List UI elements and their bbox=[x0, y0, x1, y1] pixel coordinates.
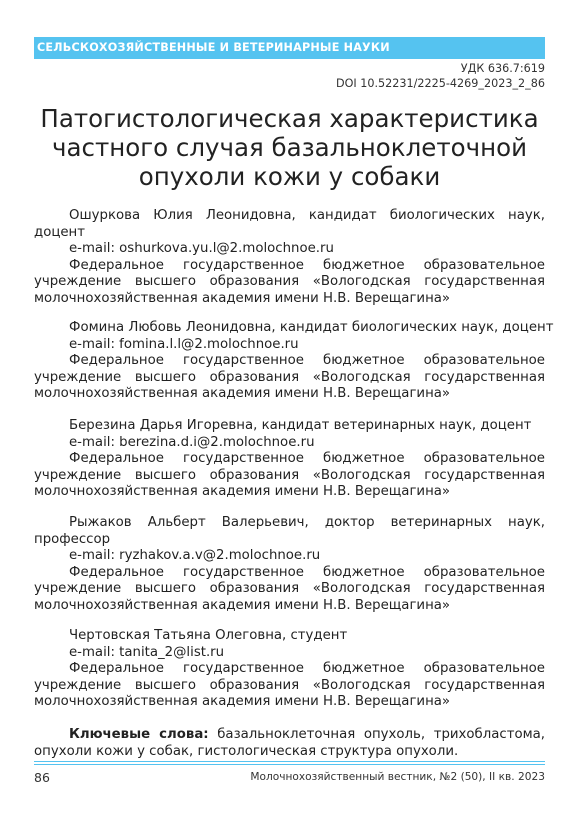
keywords-line bbox=[34, 727, 545, 744]
title-line: Патогистологическая характеристика bbox=[40, 104, 539, 133]
affiliation-line: учреждение высшего образования «Вологодская государственная bbox=[34, 677, 545, 693]
article-title bbox=[34, 104, 545, 191]
keywords-block bbox=[34, 727, 545, 760]
keywords-label: Ключевые слова: bbox=[69, 727, 209, 742]
affiliation-line: Федеральное государственное бюджетное образовательное bbox=[69, 564, 545, 580]
affiliation-line: учреждение высшего образования «Вологодская государственная bbox=[34, 274, 545, 290]
author-block-4 bbox=[34, 515, 545, 615]
affiliation-line: Федеральное государственное бюджетное образовательное bbox=[69, 661, 545, 677]
title-line: опухоли кожи у собаки bbox=[138, 162, 441, 191]
section-title: СЕЛЬСКОХОЗЯЙСТВЕННЫЕ И ВЕТЕРИНАРНЫЕ НАУКИ bbox=[37, 41, 390, 54]
author-name: Чертовская Татьяна Олеговна, студент bbox=[69, 628, 348, 643]
affiliation-line: Федеральное государственное бюджетное образовательное bbox=[69, 353, 545, 369]
affiliation-line: учреждение высшего образования «Вологодская государственная bbox=[34, 581, 545, 597]
footer-divider bbox=[34, 761, 545, 762]
author-block-2 bbox=[34, 320, 554, 403]
author-email[interactable]: e-mail: ryzhakov.a.v@2.molochnoe.ru bbox=[69, 548, 321, 564]
author-email[interactable]: e-mail: fomina.l.l@2.molochnoe.ru bbox=[69, 336, 299, 352]
author-name: Ошуркова Юлия Леонидовна, кандидат биологических наук, bbox=[69, 208, 545, 223]
author-degree-continued: профессор bbox=[34, 531, 111, 547]
affiliation-line: учреждение высшего образования «Вологодская государственная bbox=[34, 369, 545, 385]
section-header-bar bbox=[34, 37, 545, 59]
keywords-line: опухоли кожи у собак, гистологическая структура опухоли. bbox=[34, 743, 459, 759]
author-block-1 bbox=[34, 208, 545, 308]
author-block-5 bbox=[34, 628, 545, 711]
affiliation-line: молочнохозяйственная академия имени Н.В. Верещагина» bbox=[34, 484, 451, 500]
author-block-3 bbox=[34, 418, 545, 501]
affiliation-line: молочнохозяйственная академия имени Н.В. Верещагина» bbox=[34, 386, 451, 402]
author-name: Березина Дарья Игоревна, кандидат ветеринарных наук, доцент bbox=[69, 418, 532, 433]
affiliation-line: учреждение высшего образования «Вологодская государственная bbox=[34, 467, 545, 483]
journal-citation: Молочнохозяйственный вестник, №2 (50), II кв. 2023 bbox=[250, 771, 545, 783]
author-name: Фомина Любовь Леонидовна, кандидат биологических наук, доцент bbox=[69, 320, 554, 335]
footer-divider bbox=[34, 764, 545, 765]
author-degree-continued: доцент bbox=[34, 224, 85, 240]
udk-code: УДК 636.7:619 bbox=[460, 62, 545, 75]
affiliation-line: Федеральное государственное бюджетное образовательное bbox=[69, 257, 545, 273]
keywords-text: базальноклеточная опухоль, трихобластома, bbox=[217, 727, 545, 742]
affiliation-line: молочнохозяйственная академия имени Н.В. Верещагина» bbox=[34, 290, 451, 306]
page-number: 86 bbox=[34, 770, 50, 785]
affiliation-line: Федеральное государственное бюджетное образовательное bbox=[69, 451, 545, 467]
doi-code: DOI 10.52231/2225-4269_2023_2_86 bbox=[335, 77, 545, 90]
author-name: Рыжаков Альберт Валерьевич, доктор ветеринарных наук, bbox=[69, 515, 545, 530]
author-email[interactable]: e-mail: tanita_2@list.ru bbox=[69, 644, 225, 660]
title-line: частного случая базальноклеточной bbox=[52, 133, 527, 162]
author-email[interactable]: e-mail: oshurkova.yu.l@2.molochnoe.ru bbox=[69, 241, 334, 257]
author-email[interactable]: e-mail: berezina.d.i@2.molochnoe.ru bbox=[69, 434, 315, 450]
affiliation-line: молочнохозяйственная академия имени Н.В. Верещагина» bbox=[34, 694, 451, 710]
affiliation-line: молочнохозяйственная академия имени Н.В. Верещагина» bbox=[34, 597, 451, 613]
